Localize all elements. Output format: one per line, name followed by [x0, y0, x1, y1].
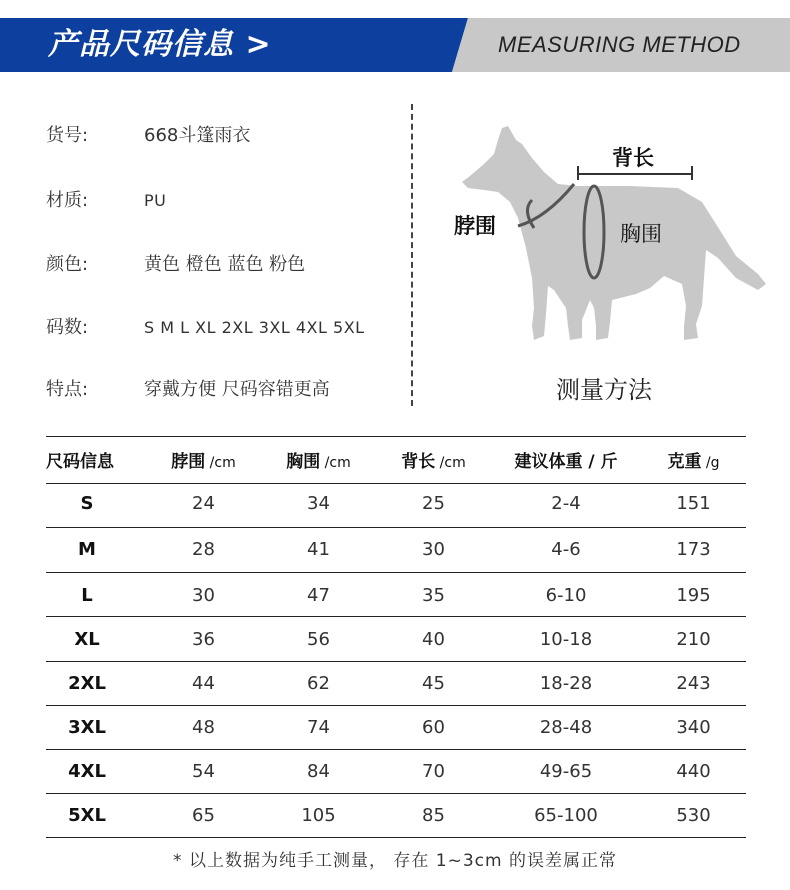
table-cell: 44 [192, 673, 215, 694]
table-cell: 530 [676, 805, 711, 826]
table-rule [46, 572, 746, 573]
table-cell: 60 [422, 717, 445, 738]
table-cell: 28 [192, 539, 215, 560]
table-cell-size: L [81, 585, 93, 606]
table-rule [46, 616, 746, 617]
info-value: 穿戴方便 尺码容错更高 [144, 379, 330, 400]
info-label: 货号: [46, 125, 89, 146]
table-cell: 195 [676, 585, 711, 606]
table-cell: 440 [676, 761, 711, 782]
header-text: 克重 [667, 452, 702, 472]
table-cell: 151 [676, 493, 711, 514]
table-cell: 48 [192, 717, 215, 738]
table-header [261, 447, 376, 472]
measure-caption: 测量方法 [556, 376, 652, 404]
table-cell: 45 [422, 673, 445, 694]
dashed-divider [411, 104, 413, 406]
header-text: 背长 [401, 452, 436, 472]
header-text: 脖围 [171, 452, 206, 472]
table-cell-size: 5XL [68, 805, 106, 826]
table-cell: 84 [307, 761, 330, 782]
info-label: 材质: [46, 190, 89, 211]
page-title: 产品尺码信息 > [48, 27, 272, 62]
table-cell: 25 [422, 493, 445, 514]
table-cell: 54 [192, 761, 215, 782]
table-cell: 36 [192, 629, 215, 650]
header-unit: /g [701, 455, 720, 471]
info-value: PU [144, 191, 167, 210]
header-banner [0, 18, 790, 72]
header-unit: /cm [205, 455, 236, 471]
table-cell: 4-6 [551, 539, 581, 560]
header-unit: /cm [320, 455, 351, 471]
header-unit: /cm [435, 455, 466, 471]
neck-label: 脖围 [454, 214, 496, 238]
table-cell-size: 3XL [68, 717, 106, 738]
table-cell: 49-65 [539, 761, 593, 782]
table-header [376, 447, 491, 472]
table-cell: 10-18 [539, 629, 593, 650]
table-cell: 41 [307, 539, 330, 560]
footnote: * 以上数据为纯手工测量， 存在 1~3cm 的误差属正常 [173, 851, 617, 871]
info-value: S M L XL 2XL 3XL 4XL 5XL [144, 318, 365, 337]
info-label: 颜色: [46, 254, 89, 275]
header-text: 胸围 [286, 452, 321, 472]
table-cell: 30 [422, 539, 445, 560]
table-rule [46, 483, 746, 484]
table-cell: 210 [676, 629, 711, 650]
table-top-rule [46, 436, 746, 437]
table-cell-size: M [78, 539, 96, 560]
table-bottom-rule [46, 837, 746, 838]
table-header [146, 447, 261, 472]
table-cell: 56 [307, 629, 330, 650]
header-text: 建议体重 / 斤 [514, 452, 618, 472]
table-cell-size: 4XL [68, 761, 106, 782]
info-value: 668斗篷雨衣 [144, 125, 251, 146]
table-cell: 18-28 [539, 673, 593, 694]
table-rule [46, 749, 746, 750]
table-header [641, 447, 746, 472]
table-cell: 62 [307, 673, 330, 694]
table-rule [46, 527, 746, 528]
info-label: 码数: [46, 317, 89, 338]
table-cell: 173 [676, 539, 711, 560]
table-cell: 74 [307, 717, 330, 738]
table-cell: 85 [422, 805, 445, 826]
info-label: 特点: [46, 379, 89, 400]
table-cell: 65-100 [534, 805, 598, 826]
table-cell: 243 [676, 673, 711, 694]
table-rule [46, 793, 746, 794]
table-cell-size: S [80, 493, 94, 514]
chest-label: 胸围 [620, 222, 662, 246]
table-cell: 34 [307, 493, 330, 514]
table-cell: 105 [301, 805, 336, 826]
header-text: 尺码信息 [46, 452, 114, 472]
table-cell: 340 [676, 717, 711, 738]
table-cell: 65 [192, 805, 215, 826]
table-cell: 35 [422, 585, 445, 606]
table-cell: 2-4 [551, 493, 581, 514]
table-cell: 6-10 [545, 585, 587, 606]
table-rule [46, 661, 746, 662]
table-cell: 28-48 [539, 717, 593, 738]
table-cell: 30 [192, 585, 215, 606]
info-value: 黄色 橙色 蓝色 粉色 [144, 254, 306, 275]
table-cell-size: 2XL [68, 673, 106, 694]
table-rule [46, 705, 746, 706]
table-cell: 40 [422, 629, 445, 650]
table-cell: 24 [192, 493, 215, 514]
table-header [491, 447, 641, 472]
back-length-label: 背长 [612, 146, 654, 170]
table-cell: 47 [307, 585, 330, 606]
table-cell: 70 [422, 761, 445, 782]
table-header [46, 447, 128, 472]
table-cell-size: XL [74, 629, 100, 650]
measuring-method-title: MEASURING METHOD [498, 32, 741, 57]
